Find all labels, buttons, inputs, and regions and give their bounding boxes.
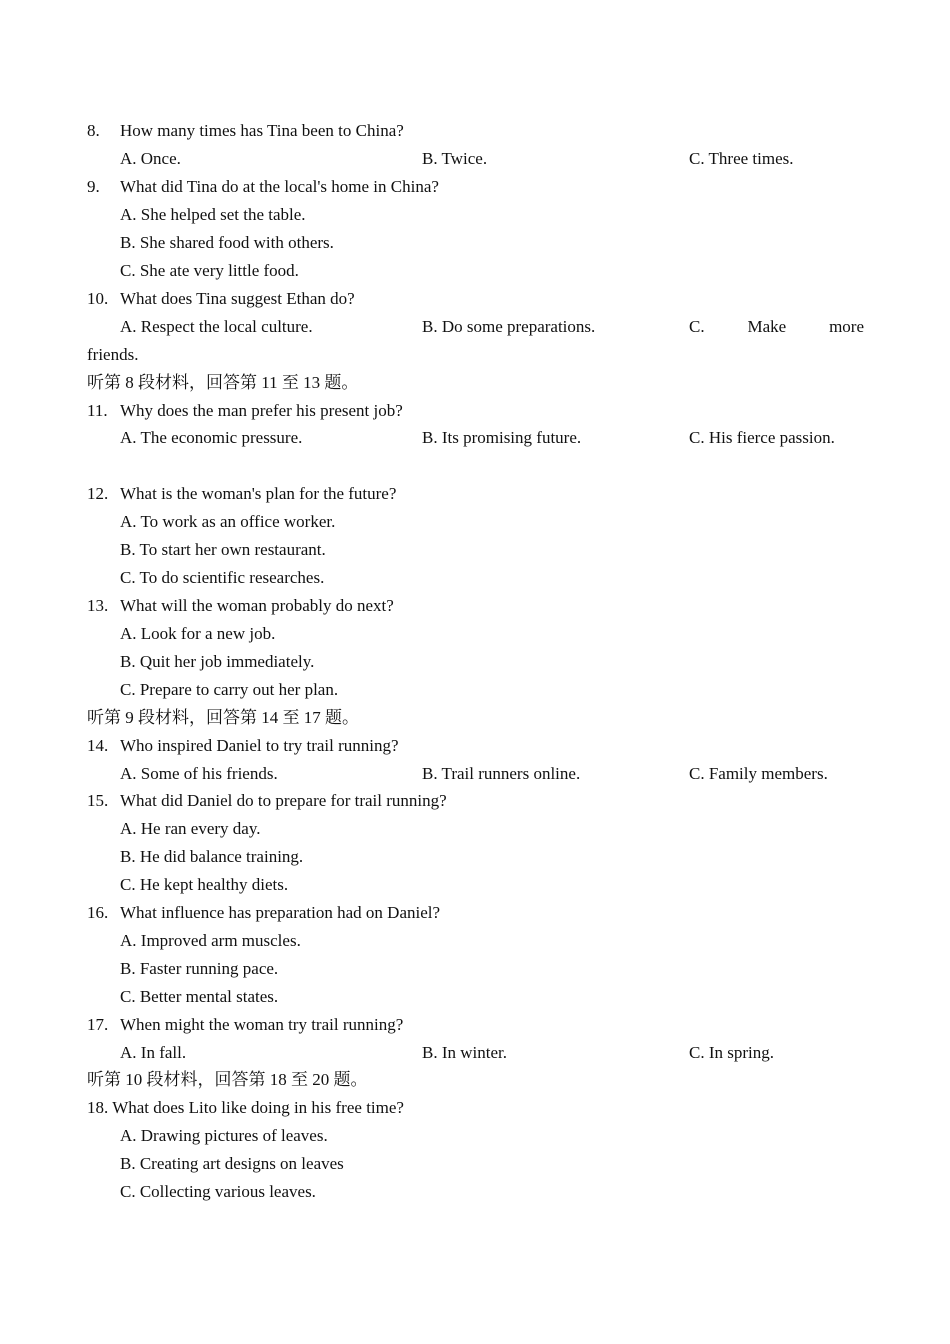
question-number: 14. <box>87 736 109 755</box>
option-a: A. He ran every day. <box>120 819 261 838</box>
question-text: 18. What does Lito like doing in his free time? <box>87 1098 404 1117</box>
option-b: B. Trail runners online. <box>422 764 581 783</box>
option-c: C. To do scientific researches. <box>120 568 325 587</box>
option-b: B. Faster running pace. <box>120 959 279 978</box>
option-b: B. She shared food with others. <box>120 233 334 252</box>
option-b: B. He did balance training. <box>120 847 304 866</box>
question-number: 10. <box>87 289 109 308</box>
question-text: What does Tina suggest Ethan do? <box>120 289 355 308</box>
option-c-word: more <box>829 317 864 336</box>
option-a: A. The economic pressure. <box>120 428 303 447</box>
option-a: A. Respect the local culture. <box>120 317 313 336</box>
question-text: What will the woman probably do next? <box>120 596 394 615</box>
option-a: A. Improved arm muscles. <box>120 931 301 950</box>
question-number: 15. <box>87 791 109 810</box>
question-number: 13. <box>87 596 109 615</box>
section-instruction: 听第 10 段材料，回答第 18 至 20 题。 <box>87 1070 368 1089</box>
option-c: C. Family members. <box>689 764 828 783</box>
section-instruction: 听第 8 段材料，回答第 11 至 13 题。 <box>87 373 359 392</box>
option-a: A. To work as an office worker. <box>120 512 336 531</box>
option-b: B. Quit her job immediately. <box>120 652 315 671</box>
option-c: C. Prepare to carry out her plan. <box>120 680 339 699</box>
question-number: 16. <box>87 903 109 922</box>
option-a: A. She helped set the table. <box>120 205 306 224</box>
option-c-tail: friends. <box>87 345 139 364</box>
question-number: 9. <box>87 177 100 196</box>
question-text: Who inspired Daniel to try trail running? <box>120 736 399 755</box>
option-b: B. Do some preparations. <box>422 317 596 336</box>
question-text: What did Daniel do to prepare for trail running? <box>120 791 447 810</box>
option-c: C. Collecting various leaves. <box>120 1182 316 1201</box>
question-text: What influence has preparation had on Daniel? <box>120 903 441 922</box>
option-c <box>689 313 864 341</box>
option-b: B. Its promising future. <box>422 428 582 447</box>
option-b: B. Twice. <box>422 149 488 168</box>
question-number: 11. <box>87 401 108 420</box>
question-text: Why does the man prefer his present job? <box>120 401 403 420</box>
question-text: When might the woman try trail running? <box>120 1015 404 1034</box>
section-instruction: 听第 9 段材料，回答第 14 至 17 题。 <box>87 708 359 727</box>
option-c: C. She ate very little food. <box>120 261 299 280</box>
question-number: 12. <box>87 484 109 503</box>
option-a: A. Look for a new job. <box>120 624 276 643</box>
option-b: B. To start her own restaurant. <box>120 540 326 559</box>
option-b: B. Creating art designs on leaves <box>120 1154 344 1173</box>
option-c: C. Better mental states. <box>120 987 279 1006</box>
option-a: A. Once. <box>120 149 181 168</box>
option-c: C. His fierce passion. <box>689 428 835 447</box>
option-c: C. In spring. <box>689 1043 774 1062</box>
option-c: C. He kept healthy diets. <box>120 875 289 894</box>
question-text: What is the woman's plan for the future? <box>120 484 397 503</box>
question-number: 17. <box>87 1015 109 1034</box>
question-text: How many times has Tina been to China? <box>120 121 404 140</box>
question-text: What did Tina do at the local's home in China? <box>120 177 439 196</box>
question-number: 8. <box>87 121 100 140</box>
option-c-word: Make <box>747 317 787 336</box>
option-b: B. In winter. <box>422 1043 507 1062</box>
option-c: C. Three times. <box>689 149 794 168</box>
option-c-letter: C. <box>689 317 705 336</box>
option-a: A. In fall. <box>120 1043 187 1062</box>
option-a: A. Drawing pictures of leaves. <box>120 1126 328 1145</box>
option-a: A. Some of his friends. <box>120 764 278 783</box>
